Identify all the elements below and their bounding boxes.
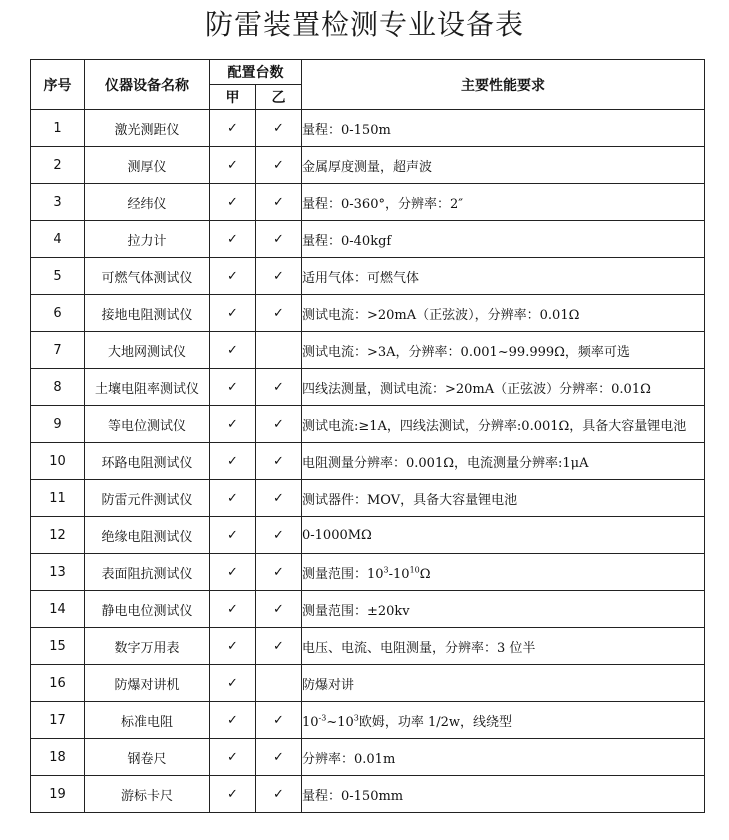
table-row: [31, 221, 705, 258]
row-requirements: 分辨率：0.01m: [302, 739, 705, 776]
row-serial-no: 10: [31, 443, 85, 480]
row-config-a-check: ✓: [210, 776, 256, 813]
row-equipment-name: 拉力计: [85, 221, 210, 258]
row-serial-no: 17: [31, 702, 85, 739]
row-config-a-check: ✓: [210, 369, 256, 406]
row-config-a-check: ✓: [210, 443, 256, 480]
row-serial-no: 7: [31, 332, 85, 369]
row-requirements: 测试电流：>20mA（正弦波），分辨率：0.01Ω: [302, 295, 705, 332]
row-serial-no: 16: [31, 665, 85, 702]
row-config-b-check: ✓: [256, 147, 302, 184]
row-serial-no: 3: [31, 184, 85, 221]
row-config-a-check: ✓: [210, 295, 256, 332]
row-config-b-check: ✓: [256, 591, 302, 628]
row-config-b-check: ✓: [256, 110, 302, 147]
row-equipment-name: 防爆对讲机: [85, 665, 210, 702]
header-config-a: 甲: [210, 85, 256, 110]
table-row: [31, 776, 705, 813]
table-row: [31, 443, 705, 480]
requirement-text: Ω: [419, 566, 431, 582]
row-config-a-check: ✓: [210, 147, 256, 184]
row-requirements: 量程：0-150m: [302, 110, 705, 147]
row-config-a-check: ✓: [210, 480, 256, 517]
row-equipment-name: 大地网测试仪: [85, 332, 210, 369]
row-config-a-check: ✓: [210, 258, 256, 295]
row-requirements: 防爆对讲: [302, 665, 705, 702]
row-config-b-check: ✓: [256, 702, 302, 739]
row-config-b-check: ✓: [256, 184, 302, 221]
requirement-text: 10: [302, 714, 319, 730]
row-equipment-name: 接地电阻测试仪: [85, 295, 210, 332]
row-requirements: 测试电流：>3A，分辨率：0.001~99.999Ω，频率可选: [302, 332, 705, 369]
requirement-text: -10: [388, 566, 410, 582]
row-serial-no: 8: [31, 369, 85, 406]
row-serial-no: 2: [31, 147, 85, 184]
equipment-table: [30, 59, 705, 813]
row-serial-no: 14: [31, 591, 85, 628]
row-config-a-check: ✓: [210, 332, 256, 369]
header-equipment-name: 仪器设备名称: [85, 60, 210, 110]
row-requirements: 量程：0-360°，分辨率：2″: [302, 184, 705, 221]
table-row: [31, 591, 705, 628]
row-config-a-check: ✓: [210, 517, 256, 554]
requirement-text: ~10: [326, 714, 354, 730]
row-equipment-name: 经纬仪: [85, 184, 210, 221]
row-config-b-check: ✓: [256, 480, 302, 517]
header-row: [31, 60, 705, 85]
row-serial-no: 9: [31, 406, 85, 443]
row-config-a-check: ✓: [210, 406, 256, 443]
table-row: [31, 369, 705, 406]
row-requirements: 0-1000MΩ: [302, 517, 705, 554]
row-config-b-check: ✓: [256, 776, 302, 813]
table-row: [31, 184, 705, 221]
row-config-b-check: ✓: [256, 628, 302, 665]
row-equipment-name: 等电位测试仪: [85, 406, 210, 443]
row-config-a-check: ✓: [210, 554, 256, 591]
row-serial-no: 18: [31, 739, 85, 776]
row-requirements: [302, 702, 705, 739]
row-config-b-check: ✓: [256, 517, 302, 554]
row-serial-no: 6: [31, 295, 85, 332]
row-equipment-name: 激光测距仪: [85, 110, 210, 147]
row-equipment-name: 表面阻抗测试仪: [85, 554, 210, 591]
row-config-a-check: ✓: [210, 221, 256, 258]
row-config-a-check: ✓: [210, 591, 256, 628]
row-config-b-check: [256, 332, 302, 369]
table-row: [31, 332, 705, 369]
row-serial-no: 15: [31, 628, 85, 665]
row-requirements: 适用气体：可燃气体: [302, 258, 705, 295]
row-serial-no: 13: [31, 554, 85, 591]
row-equipment-name: 钢卷尺: [85, 739, 210, 776]
row-requirements: 四线法测量，测试电流：>20mA（正弦波）分辨率：0.01Ω: [302, 369, 705, 406]
table-row: [31, 554, 705, 591]
table-row: [31, 517, 705, 554]
table-row: [31, 665, 705, 702]
row-config-b-check: ✓: [256, 554, 302, 591]
table-row: [31, 406, 705, 443]
row-requirements: 量程：0-150mm: [302, 776, 705, 813]
row-equipment-name: 土壤电阻率测试仪: [85, 369, 210, 406]
row-requirements: 测试器件：MOV，具备大容量锂电池: [302, 480, 705, 517]
row-config-b-check: ✓: [256, 739, 302, 776]
row-config-a-check: ✓: [210, 110, 256, 147]
row-equipment-name: 数字万用表: [85, 628, 210, 665]
document-title: 防雷装置检测专业设备表: [204, 8, 524, 41]
requirement-exponent: 3: [383, 565, 389, 575]
row-serial-no: 1: [31, 110, 85, 147]
row-config-a-check: ✓: [210, 628, 256, 665]
row-equipment-name: 环路电阻测试仪: [85, 443, 210, 480]
row-config-a-check: ✓: [210, 184, 256, 221]
requirement-text: 测量范围：10: [302, 566, 384, 582]
row-requirements: 量程：0-40kgf: [302, 221, 705, 258]
row-requirements: 测量范围：±20kv: [302, 591, 705, 628]
requirement-exponent: -3: [318, 713, 327, 723]
row-requirements: [302, 554, 705, 591]
row-config-b-check: ✓: [256, 295, 302, 332]
requirement-exponent: 3: [353, 713, 359, 723]
row-config-b-check: ✓: [256, 369, 302, 406]
row-equipment-name: 静电电位测试仪: [85, 591, 210, 628]
row-config-b-check: ✓: [256, 406, 302, 443]
table-row: [31, 702, 705, 739]
row-equipment-name: 防雷元件测试仪: [85, 480, 210, 517]
row-requirements: 电阻测量分辨率：0.001Ω，电流测量分辨率:1μA: [302, 443, 705, 480]
header-serial-no: 序号: [31, 60, 85, 110]
header-config-count: 配置台数: [210, 60, 302, 85]
row-equipment-name: 标准电阻: [85, 702, 210, 739]
row-equipment-name: 绝缘电阻测试仪: [85, 517, 210, 554]
row-config-b-check: [256, 665, 302, 702]
requirement-exponent: 10: [409, 565, 420, 575]
row-serial-no: 11: [31, 480, 85, 517]
row-requirements: 金属厚度测量，超声波: [302, 147, 705, 184]
row-serial-no: 4: [31, 221, 85, 258]
row-serial-no: 5: [31, 258, 85, 295]
table-row: [31, 480, 705, 517]
row-config-b-check: ✓: [256, 258, 302, 295]
table-row: [31, 110, 705, 147]
table-row: [31, 739, 705, 776]
header-config-b: 乙: [256, 85, 302, 110]
row-equipment-name: 测厚仪: [85, 147, 210, 184]
requirement-text: 欧姆，功率 1/2w，线绕型: [358, 714, 513, 730]
table-row: [31, 628, 705, 665]
row-serial-no: 19: [31, 776, 85, 813]
row-config-b-check: ✓: [256, 221, 302, 258]
table-row: [31, 147, 705, 184]
row-config-a-check: ✓: [210, 665, 256, 702]
row-config-a-check: ✓: [210, 739, 256, 776]
row-requirements: 测试电流:≥1A，四线法测试，分辨率:0.001Ω，具备大容量锂电池: [302, 406, 705, 443]
row-requirements: 电压、电流、电阻测量，分辨率：3 位半: [302, 628, 705, 665]
row-config-b-check: ✓: [256, 443, 302, 480]
row-serial-no: 12: [31, 517, 85, 554]
row-equipment-name: 可燃气体测试仪: [85, 258, 210, 295]
header-requirements: 主要性能要求: [302, 60, 705, 110]
table-row: [31, 295, 705, 332]
row-equipment-name: 游标卡尺: [85, 776, 210, 813]
row-config-a-check: ✓: [210, 702, 256, 739]
table-row: [31, 258, 705, 295]
